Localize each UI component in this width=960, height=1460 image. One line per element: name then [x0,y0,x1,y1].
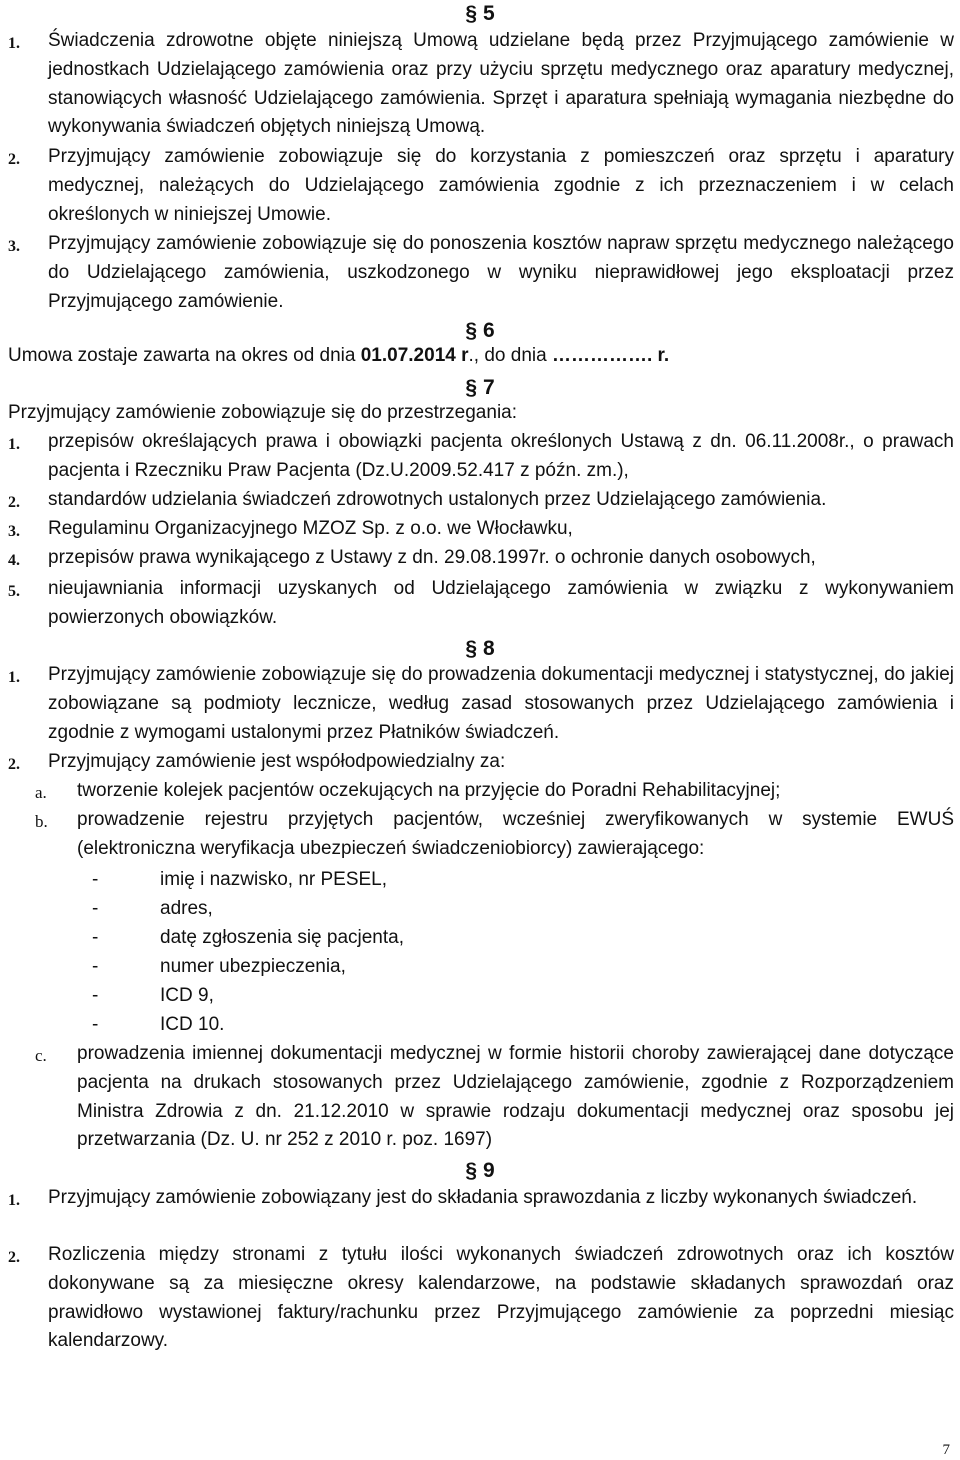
section-sign: § [465,376,477,399]
section-sign: § [465,1159,477,1182]
item-number: 2. [8,1249,20,1266]
dash-item [92,982,214,1011]
section-sign: § [465,637,477,660]
s7-item-3 [8,515,954,544]
item-text: Rozliczenia między stronami z tytułu ilości wykonanych świadczeń zdrowotnych oraz ich kosztów dokonywane są za miesięczne okresy kalendarzowe, na podstawie składanych sprawozdań oraz prawidłowo wystawionej faktury/rachunku przez Przyjmującego zamówienie za poprzedni miesiąc kalendarzowy. [48,1244,954,1352]
item-text: Przyjmujący zamówienie zobowiązuje się do prowadzenia dokumentacji medycznej i statystycznej, do jakiej zobowiązane są podmioty lecznicze, według zasad stosowanych przez Udzielającego zamówienia i zgodnie z wymogami ustalonymi przez Płatników świadczeń. [48,664,954,743]
section-6-heading [0,320,960,342]
section-number: 6 [483,319,495,342]
section-sign: § [465,319,477,342]
s8-item-1 [8,661,954,747]
dash-text: datę zgłoszenia się pacjenta, [160,927,404,948]
item-text: Regulaminu Organizacyjnego MZOZ Sp. z o.o. we Włocławku, [48,518,573,539]
item-text: Świadczenia zdrowotne objęte niniejszą Umową udzielane będą przez Przyjmującego zamówienie w jednostkach Udzielającego zamówienia oraz przy użyciu sprzętu medycznego oraz aparatury medycznej, stanowiących własność Udzielającego zamówienia. Sprzęt i aparatura spełniają wymagania niezbędne do wykonywania świadczeń objętych niniejszą Umową. [48,30,954,138]
item-number: 1. [8,35,20,52]
dash-item [92,1011,224,1040]
item-text: standardów udzielania świadczeń zdrowotnych ustalonych przez Udzielającego zamówienia. [48,489,827,510]
s7-item-2 [8,486,954,515]
item-text: nieujawniania informacji uzyskanych od Udzielającego zamówienia w związku z wykonywaniem powierzonych obowiązków. [48,578,954,628]
item-text: Przyjmujący zamówienie jest współodpowiedzialny za: [48,751,506,772]
start-date: 01.07.2014 r [360,345,469,366]
section-sign: § [465,2,477,25]
item-letter: a. [35,783,47,802]
period-text: Umowa zostaje zawarta na okres od dnia [8,345,361,366]
s7-item-1 [8,428,954,486]
section-5-heading [0,3,960,25]
item-number: 3. [8,238,20,255]
item-number: 5. [8,583,20,600]
item-number: 1. [8,669,20,686]
item-text: prowadzenia imiennej dokumentacji medycznej w formie historii choroby zawierającej dane dotyczące pacjenta na drukach stosowanych przez Udzielającego zamówienie, zgodnie z Rozporządzeniem Ministra Zdrowia z dn. 21.12.2010 w sprawie rodzaju dokumentacji medycznej oraz sposobu jej przetwarzania (Dz. U. nr 252 z 2010 r. poz. 1697) [77,1043,954,1151]
dash-text: imię i nazwisko, nr PESEL, [160,869,388,890]
dash-marker: - [92,898,99,919]
section-number: 7 [483,376,495,399]
section-9-heading [0,1160,960,1182]
period-text-mid: ., do dnia [468,345,552,366]
item-text: prowadzenie rejestru przyjętych pacjentów, wcześniej zweryfikowanych w systemie EWUŚ (elektroniczna weryfikacja ubezpieczeń świadczeniobiorcy) zawierającego: [77,809,954,859]
s8-item-2 [8,748,954,777]
item-text: Przyjmujący zamówienie zobowiązuje się do ponoszenia kosztów napraw sprzętu medycznego należącego do Udzielającego zamówienia, uszkodzonego w wyniku nieprawidłowej jego eksploatacji przez Przyjmującego zamówienie. [48,233,954,312]
dash-text: numer ubezpieczenia, [160,956,346,977]
item-text: Przyjmujący zamówienie zobowiązuje się do korzystania z pomieszczeń oraz sprzętu i aparatury medycznej, należących do Udzielającego zamówienia zgodnie z ich przeznaczeniem i w celach określonych w niniejszej Umowie. [48,146,954,225]
s5-item-2 [8,143,954,229]
item-text: Przyjmujący zamówienie zobowiązany jest do składania sprawozdania z liczby wykonanych świadczeń. [48,1187,918,1208]
contract-period [8,342,954,371]
dash-text: ICD 10. [160,1014,225,1035]
dash-text: adres, [160,898,213,919]
item-number: 2. [8,151,20,168]
item-text: przepisów prawa wynikającego z Ustawy z dn. 29.08.1997r. o ochronie danych osobowych, [48,547,816,568]
s7-intro: Przyjmujący zamówienie zobowiązuje się do przestrzegania: [8,402,518,423]
dash-marker: - [92,985,99,1006]
dash-item [92,895,213,924]
dash-item [92,866,387,895]
dash-marker: - [92,1014,99,1035]
dash-marker: - [92,927,99,948]
s5-item-3 [8,230,954,316]
item-letter: c. [35,1046,47,1065]
section-number: 8 [483,637,495,660]
s7-item-4 [8,544,954,573]
dash-item [92,953,346,982]
s5-item-1 [8,27,954,142]
item-text: przepisów określających prawa i obowiązki pacjenta określonych Ustawą z dn. 06.11.2008r., o prawach pacjenta i Rzeczniku Praw Pacjenta (Dz.U.2009.52.417 z późn. zm.), [48,431,954,481]
s8-subitem-a [35,777,954,806]
item-number: 1. [8,1192,20,1209]
item-number: 2. [8,756,20,773]
item-number: 2. [8,494,20,511]
dash-marker: - [92,956,99,977]
s9-item-1 [8,1184,954,1213]
section-8-heading [0,638,960,660]
dash-item [92,924,404,953]
s7-item-5 [8,575,954,633]
item-letter: b. [35,812,48,831]
page-number: 7 [942,1442,950,1458]
section-7-heading [0,377,960,399]
item-number: 1. [8,436,20,453]
item-number: 4. [8,552,20,569]
item-text: tworzenie kolejek pacjentów oczekujących na przyjęcie do Poradni Rehabilitacyjnej; [77,780,781,801]
dash-marker: - [92,869,99,890]
s8-subitem-b [35,806,954,864]
s8-subitem-c [35,1040,954,1155]
section-number: 5 [483,2,495,25]
item-number: 3. [8,523,20,540]
section-number: 9 [483,1159,495,1182]
dash-text: ICD 9, [160,985,214,1006]
s9-item-2 [8,1241,954,1356]
end-date: ……………. r. [551,345,670,366]
